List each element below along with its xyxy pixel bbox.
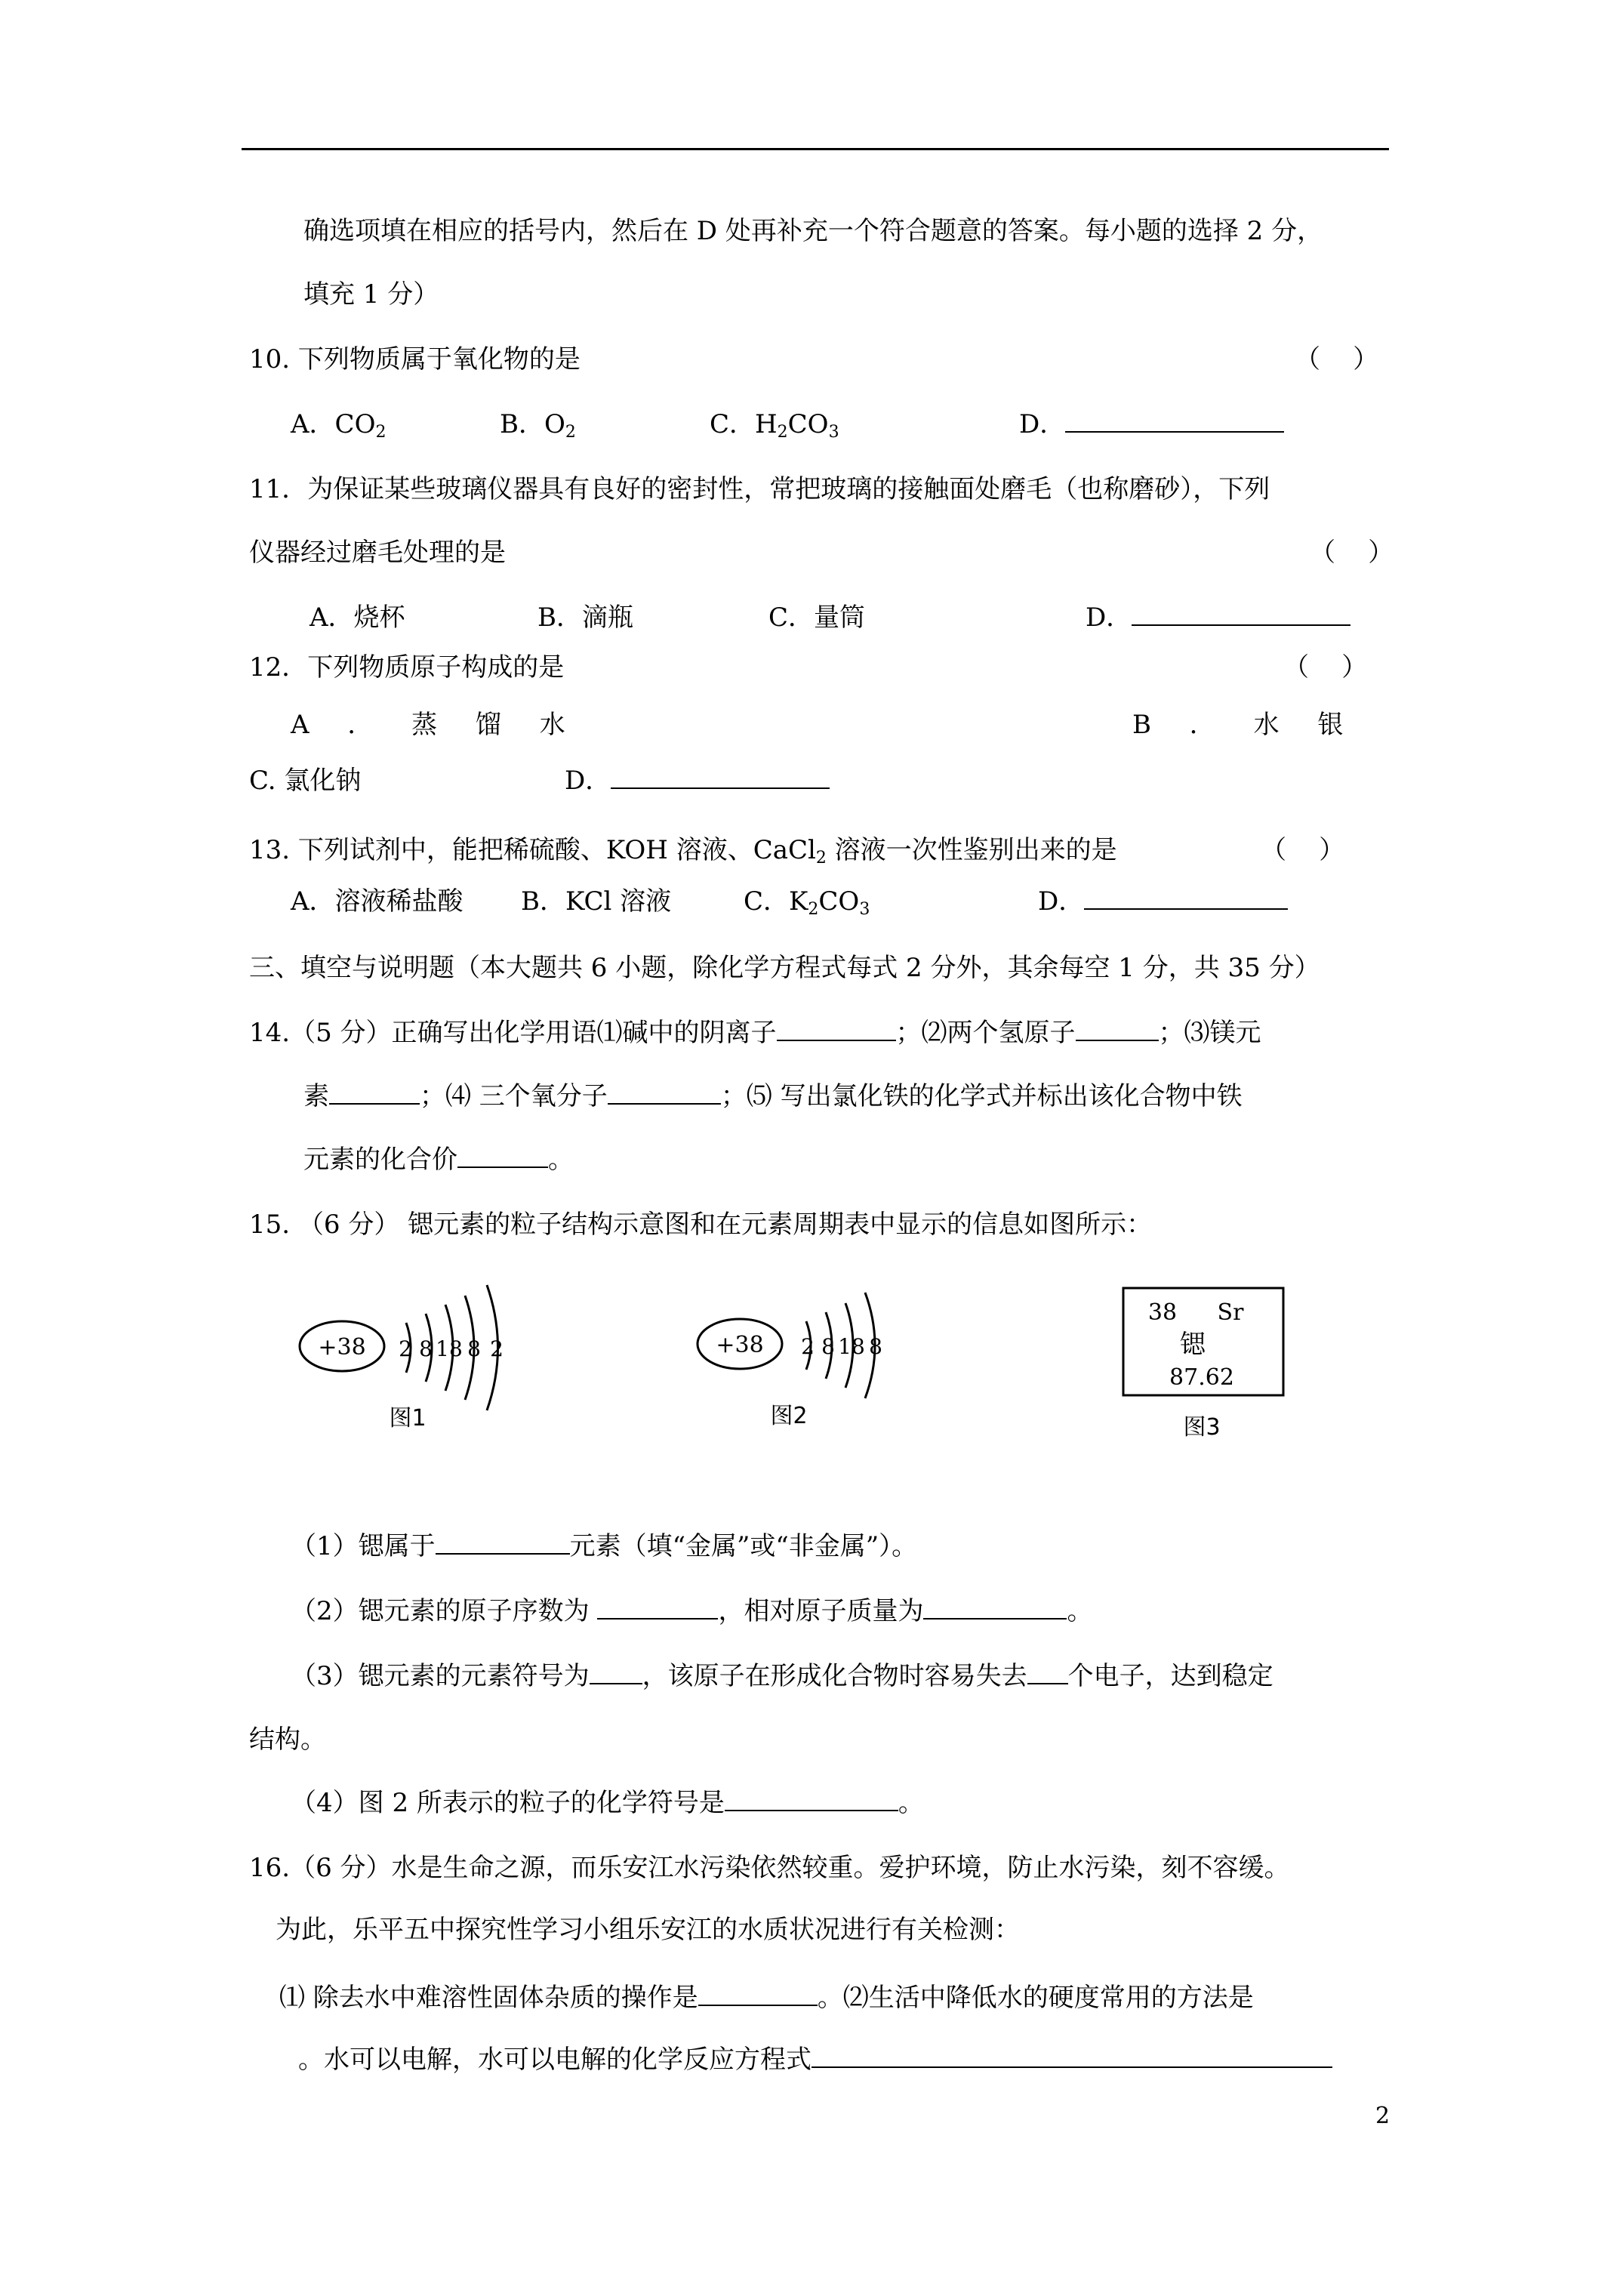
q15-sub-1: （1）锶属于 元素（填“金属”或“非金属”）。 [291, 1531, 918, 1561]
periodic-atomic-mass: 87.62 [1169, 1364, 1234, 1391]
q11-option-b: B．滴瓶 [537, 603, 633, 633]
q13-answer-paren: （ ） [1261, 835, 1345, 865]
q11-d-blank[interactable] [1132, 602, 1350, 626]
q14-line-2: 素 ；⑷ 三个氧分子 ；⑸ 写出氯化铁的化学式并标出该化合物中铁 [303, 1081, 1243, 1111]
figure-2-ion-diagram [694, 1276, 936, 1450]
figure-1-shell-count: 8 [467, 1336, 481, 1361]
q15-blank-4[interactable] [590, 1660, 642, 1684]
q14-blank-4[interactable] [608, 1080, 721, 1105]
q11-stem-line-2: 仪器经过磨毛处理的是 [249, 538, 506, 568]
q15-blank-5[interactable] [1027, 1660, 1068, 1684]
figure-1-shell-count: 2 [490, 1336, 504, 1361]
q13-option-b: B．KCl 溶液 [521, 886, 672, 917]
q10-option-b: B．$O_2$ [500, 409, 576, 442]
q10-option-a: A．$CO_2$ [291, 409, 387, 442]
figure-1-caption: 图1 [389, 1405, 427, 1432]
q15-blank-3[interactable] [923, 1595, 1067, 1620]
q16-blank-2[interactable] [812, 2044, 1332, 2068]
periodic-element-name: 锶 [1180, 1330, 1206, 1360]
q11-option-d: D． [1086, 601, 1350, 634]
section-3-title: 三、填空与说明题（本大题共 6 小题，除化学方程式每式 2 分外，其余每空 1 分，共 35 分） [249, 953, 1320, 983]
intro-line-2: 填充 1 分） [303, 279, 439, 310]
q13-d-blank[interactable] [1084, 886, 1288, 910]
q15-blank-1[interactable] [436, 1530, 570, 1555]
q15-sub-3: （3）锶元素的元素符号为 ，该原子在形成化合物时容易失去 个电子，达到稳定 [291, 1661, 1273, 1691]
q15-blank-2[interactable] [597, 1595, 718, 1620]
periodic-element-symbol: Sr [1217, 1299, 1244, 1326]
q14-line-3: 元素的化合价 。 [303, 1145, 574, 1175]
figure-1-shell-count: 2 [399, 1336, 412, 1361]
figure-2-shell-count: 2 [801, 1334, 815, 1359]
q15-sub-3-cont: 结构。 [249, 1724, 326, 1755]
q12-option-d: D． [565, 764, 830, 797]
figure-1-shell-count: 8 [419, 1336, 433, 1361]
q12-d-blank[interactable] [611, 765, 830, 789]
q13-stem: 13. 下列试剂中，能把稀硫酸、KOH 溶液、CaCl$_2$ 溶液一次性鉴别出来的是 [249, 835, 1117, 868]
q16-line-4: 。水可以电解，水可以电解的化学反应方程式 [298, 2043, 1332, 2076]
figure-2-shell-count: 8 [821, 1334, 835, 1359]
q12-answer-paren: （ ） [1283, 652, 1368, 683]
q12-option-b: B ． 水 银 [1132, 710, 1344, 740]
q15-stem: 15. （6 分） 锶元素的粒子结构示意图和在元素周期表中显示的信息如图所示： [249, 1210, 1153, 1240]
q14-line-1: 14.（5 分）正确写出化学用语⑴碱中的阴离子 ；⑵两个氢原子 ；⑶镁元 [249, 1018, 1261, 1048]
header-rule [242, 148, 1389, 150]
figure-1-nucleus-label: +38 [318, 1334, 366, 1361]
q14-blank-1[interactable] [777, 1017, 896, 1041]
q10-answer-paren: （ ） [1295, 344, 1379, 374]
q16-line-3: ⑴ 除去水中难溶性固体杂质的操作是 。⑵生活中降低水的硬度常用的方法是 [279, 1983, 1254, 2013]
q14-blank-5[interactable] [457, 1144, 548, 1168]
intro-line-1: 确选项填在相应的括号内，然后在 D 处再补充一个符合题意的答案。每小题的选择 2 分， [303, 216, 1323, 246]
q12-option-a: A ． 蒸 馏 水 [291, 710, 565, 740]
figure-3-caption: 图3 [1183, 1414, 1221, 1441]
q11-stem-line-1: 11．为保证某些玻璃仪器具有良好的密封性，常把玻璃的接触面处磨毛（也称磨砂），下列 [249, 474, 1270, 504]
q11-answer-paren: （ ） [1310, 538, 1394, 568]
q15-sub-2: （2）锶元素的原子序数为 ，相对原子质量为 。 [291, 1596, 1093, 1626]
q10-option-d: D． [1019, 408, 1284, 441]
q16-blank-1[interactable] [698, 1982, 818, 2006]
q15-sub-4: （4）图 2 所表示的粒子的化学符号是 。 [291, 1788, 924, 1818]
figure-2-shell-count: 18 [838, 1334, 865, 1359]
page-number: 2 [1375, 2103, 1390, 2129]
q10-option-c: C．$H_2CO_3$ [710, 409, 839, 442]
q15-blank-6[interactable] [725, 1787, 898, 1811]
figure-1-atom-diagram [294, 1276, 551, 1450]
figure-2-nucleus-label: +38 [716, 1332, 764, 1358]
q13-option-c: C．$K_2CO_3$ [744, 886, 870, 919]
q14-blank-2[interactable] [1076, 1017, 1159, 1041]
figure-2-caption: 图2 [770, 1403, 808, 1429]
q13-option-d: D． [1038, 885, 1288, 918]
figure-2-shell-count: 8 [869, 1334, 882, 1359]
figure-1-shell-count: 18 [436, 1336, 463, 1361]
q12-option-c: C. 氯化钠 [249, 766, 362, 796]
q10-d-blank[interactable] [1065, 408, 1284, 433]
q12-stem: 12．下列物质原子构成的是 [249, 652, 565, 683]
q11-option-c: C．量筒 [768, 603, 866, 633]
figure-3-periodic-cell [1117, 1284, 1298, 1450]
q16-line-1: 16.（6 分）水是生命之源，而乐安江水污染依然较重。爱护环境，防止水污染，刻不容缓。 [249, 1853, 1290, 1883]
periodic-atomic-number: 38 [1147, 1299, 1178, 1326]
q10-stem: 10. 下列物质属于氧化物的是 [249, 344, 581, 374]
q13-option-a: A．溶液稀盐酸 [291, 886, 463, 917]
q14-blank-3[interactable] [329, 1080, 420, 1105]
q11-option-a: A．烧杯 [310, 603, 405, 633]
q16-line-2: 为此，乐平五中探究性学习小组乐安江的水质状况进行有关检测： [276, 1915, 1020, 1945]
